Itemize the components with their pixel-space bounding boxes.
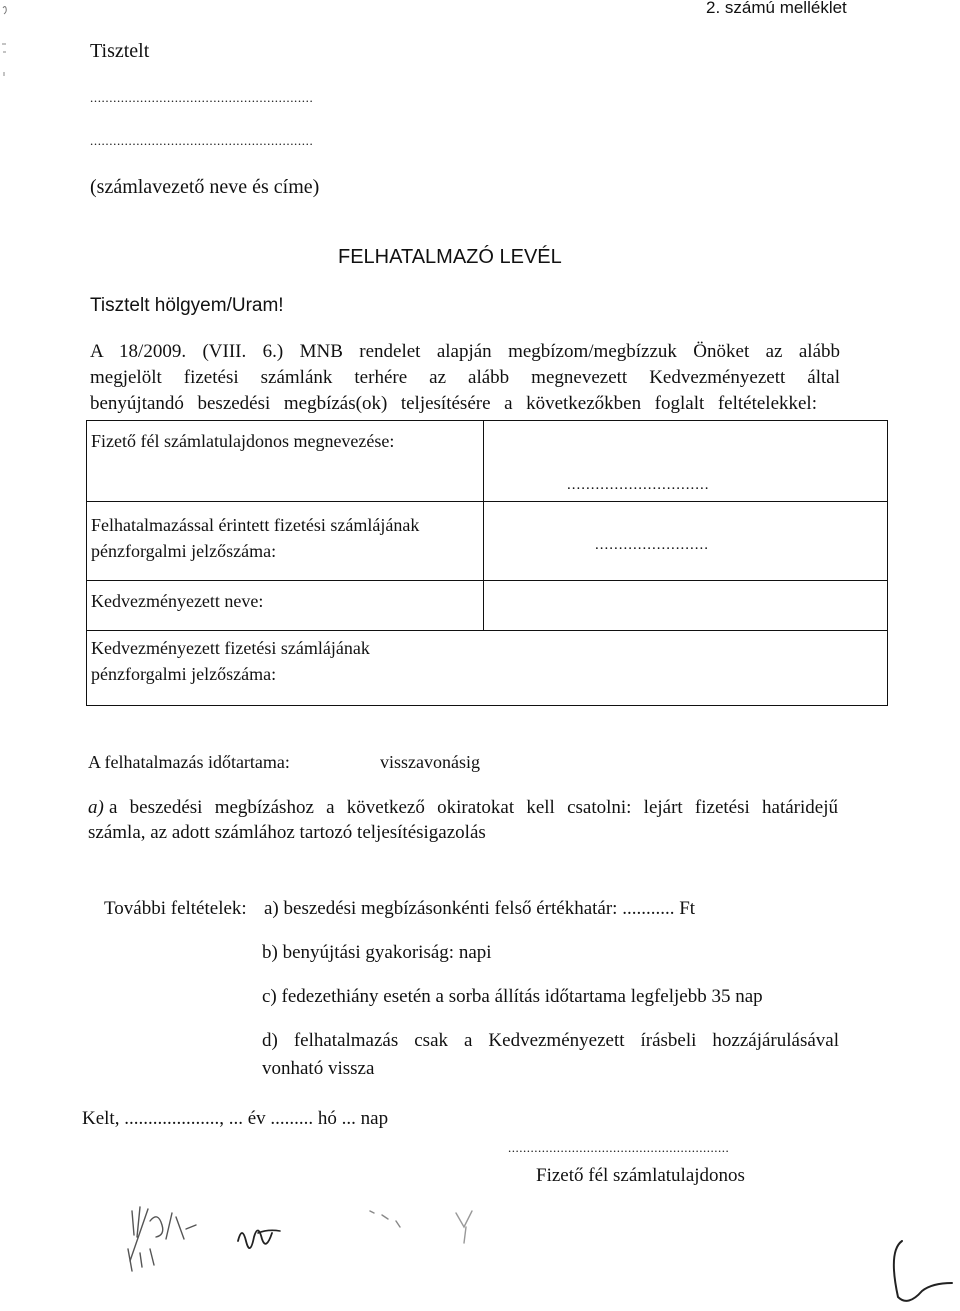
beneficiary-account-label-line-1: Kedvezményezett fizetési számlájának: [91, 638, 370, 658]
authorization-form-table: [86, 420, 888, 706]
address-dotted-line-2: ..........................................................: [90, 133, 314, 148]
condition-revocation-line-2: vonható vissza: [262, 1058, 375, 1079]
payer-account-label-line-2: pénzforgalmi jelzőszáma:: [91, 541, 277, 561]
condition-a-line-1: a beszedési megbízáshoz a következő okiratokat kell csatolni: lejárt fizetési határidejű: [109, 797, 838, 818]
address-caption: (számlavezető neve és címe): [90, 176, 320, 198]
further-conditions-label: További feltételek:: [104, 898, 247, 919]
condition-revocation-line-1: d) felhatalmazás csak a Kedvezményezett írásbeli hozzájárulásával: [262, 1030, 839, 1051]
condition-queue-duration: c) fedezethiány esetén a sorba állítás időtartama legfeljebb 35 nap: [262, 986, 763, 1007]
scan-margin-marks: [0, 0, 12, 80]
annex-label: 2. számú melléklet: [706, 0, 847, 17]
condition-frequency: b) benyújtási gyakoriság: napi: [262, 942, 492, 963]
salutation: Tisztelt: [90, 40, 150, 62]
table-divider-2: [87, 580, 887, 581]
payer-name-label: Fizető fél számlatulajdonos megnevezése:: [91, 431, 395, 451]
signature-caption: Fizető fél számlatulajdonos: [536, 1165, 745, 1186]
table-column-divider: [483, 421, 484, 630]
condition-max-amount: a) beszedési megbízásonkénti felső értékhatár: ........... Ft: [264, 898, 696, 919]
greeting: Tisztelt hölgyem/Uram!: [90, 295, 284, 316]
intro-line-2: megjelölt fizetési számlánk terhére az alább megnevezett Kedvezményezett által: [90, 367, 840, 388]
intro-line-3: benyújtandó beszedési megbízás(ok) teljesítésére a következőkben foglalt feltételekkel:: [90, 393, 817, 414]
intro-line-1: A 18/2009. (VIII. 6.) MNB rendelet alapján megbízom/megbízzuk Önöket az alább: [90, 341, 840, 362]
signature-dotted-line: ...........................................................: [508, 1140, 730, 1155]
margin-speck-icon: [0, 0, 12, 80]
payer-account-label-line-1: Felhatalmazással érintett fizetési számlájának: [91, 515, 420, 535]
date-line: Kelt, ...................., ... év ......... hó ... nap: [82, 1108, 389, 1129]
address-dotted-line-1: ..........................................................: [90, 90, 314, 105]
handwritten-initials-icon: [0, 1191, 960, 1311]
duration-label: A felhatalmazás időtartama:: [88, 752, 290, 772]
table-divider-1: [87, 501, 887, 502]
beneficiary-name-label: Kedvezményezett neve:: [91, 591, 264, 611]
payer-account-value: ........................: [595, 537, 709, 553]
payer-name-value: ..............................: [567, 477, 710, 493]
condition-a-line-2: számla, az adott számlához tartozó teljesítésigazolás: [88, 822, 486, 843]
condition-a-marker: a): [88, 797, 104, 818]
table-divider-3: [87, 630, 887, 631]
duration-value: visszavonásig: [380, 752, 480, 772]
beneficiary-account-label-line-2: pénzforgalmi jelzőszáma:: [91, 664, 277, 684]
document-title: FELHATALMAZÓ LEVÉL: [338, 246, 562, 268]
